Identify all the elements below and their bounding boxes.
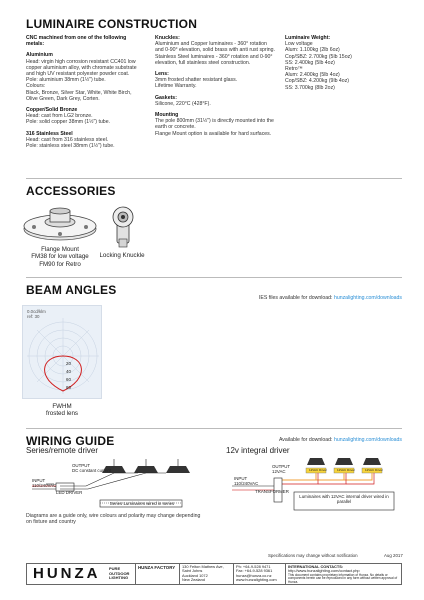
wiring-download-link[interactable]: hunzalighting.com/downloads [333,437,402,443]
integral-lamp-tag: 12VAC Driver [308,468,328,472]
spec-line: Low voltage [285,41,313,48]
series-driver-label: LED DRIVER [56,490,83,495]
transformer-label: TRANSFORMER [255,489,289,494]
series-caption: Series Luminaires wired in series [109,501,175,506]
spec-line: Colours: [26,83,46,90]
section-title-beam-angles: BEAM ANGLES [26,283,117,297]
spec-group [26,107,144,126]
divider [26,428,402,429]
international-contacts-link[interactable]: http://www.hunzalighting.com/contact.php [288,568,360,574]
footer [26,563,402,585]
divider [26,277,402,278]
spec-line: Pole: solid copper 38mm (1½") tube. [26,119,111,126]
factory-contact: Ph: +64-9-528 9471 Fax: +64-9-528 9361 hunza@hunza.co.nz www.hunzalighting.com [233,564,285,584]
polar-plot [22,305,102,399]
spec-line: Aluminium and Copper luminaires - 360° rotation and 0-90° elevation, solid brass with anti rust spring. [155,41,276,54]
spec-line: Cop/SBZ: 4.200kg (9lb 4oz) [285,78,350,85]
spec-line: SS: 3.700kg (8lb 2oz) [285,84,335,91]
spec-line: Black, Bronze, Silver Star, White, White Birch, Olive Green, Dark Grey, Corten. [26,89,132,102]
spec-group [26,131,144,150]
spec-heading: Lens: [155,71,169,78]
ies-download-note: IES files available for download: hunzalighting.com/downloads [258,295,402,301]
series-output-label: OUTPUT DC constant current [72,463,112,473]
spec-group [285,35,395,91]
construction-column-components [155,35,275,142]
wiring-disclaimer: Diagrams are a guide only, wire colours and polarity may change depending on fixture and country [26,513,201,526]
spec-group [155,112,275,137]
spec-note: Specifications may change without notification [268,553,358,558]
integral-wiring-diagram [226,456,402,518]
series-driver-title: Series/remote driver [26,446,99,455]
series-input-label: INPUT 110/240VAC [32,478,57,488]
spec-line: Head: virgin high corrosion resistant CC401 low copper aluminium alloy, with chromate substrate and high UV resistant polyester powder coat. [26,58,137,78]
construction-column-weight [285,35,395,96]
integral-lamp-tag: 12VAC Driver [336,468,356,472]
section-title-accessories: ACCESSORIES [26,184,116,198]
logo-tagline: PURE OUTDOOR LIGHTING [109,566,130,581]
flange-mount-image [20,203,100,243]
spec-line: Stainless Steel luminaires - 360° rotation and 0-90° elevation, full stainless steel construction. [155,53,273,66]
spec-line: Lifetime Warranty. [155,83,197,90]
spec-line: Retro™ [285,66,303,73]
spec-heading: Luminaire Weight: [285,35,331,41]
email-link[interactable]: hunza@hunza.co.nz [236,572,272,578]
section-title-construction: LUMINAIRE CONSTRUCTION [26,17,198,31]
spec-line: 3mm frosted shatter resistant glass. [155,77,238,84]
spec-line: Alum: 2.400kg (5lb 4oz) [285,72,340,79]
integral-caption: Luminaires with 12VAC internal driver wired in parallel [299,494,389,504]
spec-line: Head: cast from 316 stainless steel. [26,136,109,143]
spec-line: The pole 800mm (31½") is directly mounted into the earth or concrete. [155,118,274,131]
spec-heading: 316 Stainless Steel [26,130,73,137]
polar-ring-label: 60 [66,377,71,382]
construction-column-materials [26,35,144,154]
flange-mount-caption: Flange Mount FM38 for low voltage FM90 for Retro [31,246,89,268]
section-title-wiring: WIRING GUIDE [26,434,115,448]
spec-heading: Knuckles: [155,35,180,41]
spec-line: Head: cast from LG2 bronze. [26,113,93,120]
spec-line: SS: 2.400kg (5lb 4oz) [285,59,335,66]
international-contacts: INTERNATIONAL CONTACTS: http://www.hunzalighting.com/contact.php This document contains proprietary information of Hunza. No details or components herein can be reproduced in any form without written approval of Hunza. [285,564,401,584]
hunza-logo: HUNZA [33,565,101,582]
ies-download-link[interactable]: hunzalighting.com/downloads [333,295,402,301]
locking-knuckle-image [108,203,138,248]
spec-heading: Mounting [155,112,179,119]
spec-line: Pole: stainless steel 38mm (1½") tube. [26,143,115,150]
spec-line: Alum: 1.100kg (2lb 6oz) [285,47,340,54]
wiring-download-note: Available for download: hunzalighting.com/downloads [278,437,402,443]
website-link[interactable]: www.hunzalighting.com [236,577,277,583]
spec-group [155,35,275,66]
integral-lamp-tag: 12VAC Driver [364,468,384,472]
spec-group [26,52,144,102]
integral-output-label: OUTPUT 12VAC [272,464,291,474]
spec-group [155,95,275,107]
integral-input-label: INPUT 110/240VAC [234,476,259,486]
polar-ring-label: 80 [66,385,71,390]
spec-line: Pole: aluminium 38mm (1½") tube. [26,77,106,84]
spec-group [26,35,144,47]
locking-knuckle-caption: Locking Knuckle [99,252,145,259]
spec-line: Cop/SBZ: 2.700kg (5lb 15oz) [285,53,352,60]
spec-line: Flange Mount option is available for hard surfaces. [155,130,272,137]
divider [26,178,402,179]
spec-heading: Aluminium [26,52,53,59]
factory-label: HUNZA FACTORY [135,564,179,584]
polar-header: 0.0cd/klm ref: 30 [27,309,46,319]
spec-heading: Copper/Solid Bronze [26,107,78,114]
polar-ring-label: 40 [66,369,71,374]
spec-line: Silicone, 220°C (428°F). [155,100,211,107]
document-date: Aug 2017 [384,553,403,558]
spec-heading: CNC machined from one of the following metals: [26,35,127,48]
beam-caption: FWHM frosted lens [46,403,78,418]
spec-heading: Gaskets: [155,94,177,101]
spec-group [155,71,275,90]
factory-address: 130 Felton Mathew Ave, Saint Johns Auckland 1072 New Zealand [179,564,233,584]
integral-driver-title: 12v integral driver [226,446,290,455]
polar-ring-label: 20 [66,361,71,366]
